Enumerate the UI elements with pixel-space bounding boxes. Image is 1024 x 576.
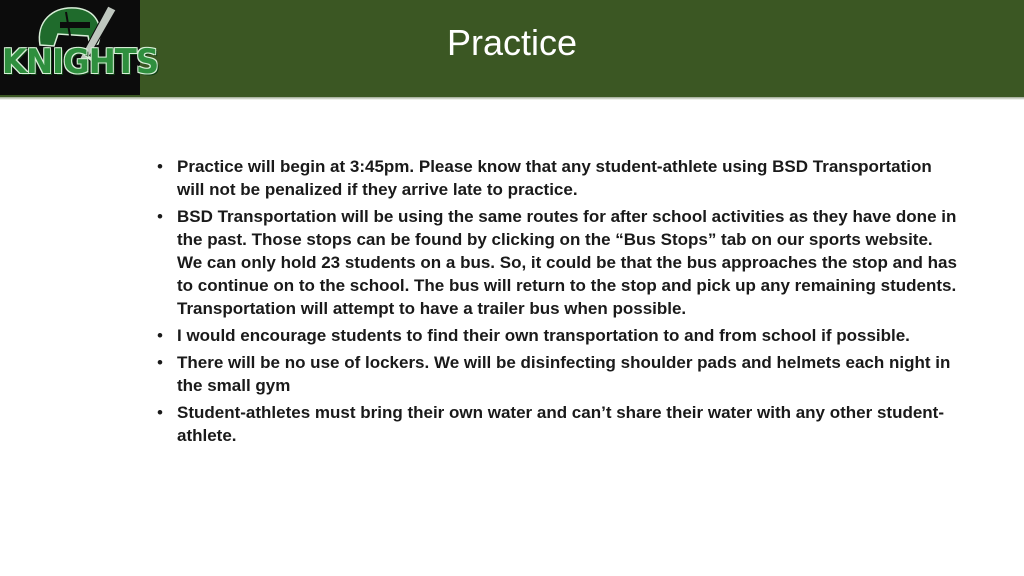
- bullet-text: Practice will begin at 3:45pm. Please know that any student-athlete using BSD Transportation will not be penalized if they arrive late to practice.: [177, 157, 932, 199]
- list-item: [157, 324, 957, 347]
- slide-body: [157, 155, 957, 451]
- bullet-icon: •: [157, 207, 163, 226]
- bullet-icon: •: [157, 353, 163, 372]
- bullet-icon: •: [157, 326, 163, 345]
- list-item: [157, 401, 957, 447]
- slide-title: Practice: [446, 22, 578, 63]
- bullet-icon: •: [157, 157, 163, 176]
- bullet-list: [157, 155, 957, 447]
- list-item: [157, 155, 957, 201]
- list-item: [157, 205, 957, 320]
- logo-wordmark: KNIGHTS: [1, 42, 159, 82]
- header-divider: [0, 97, 1024, 100]
- bullet-text: I would encourage students to find their own transportation to and from school if possible.: [177, 326, 910, 345]
- bullet-icon: •: [157, 403, 163, 422]
- bullet-text: BSD Transportation will be using the same routes for after school activities as they have done in the past. Those stops can be found by clicking on the “Bus Stops” tab on our sports website. We can only hold 23 students on a bus. So, it could be that the bus approaches the stop and has to continue on to the school. The bus will return to the stop and pick up any remaining students. Transportation will attempt to have a trailer bus when possible.: [177, 207, 957, 318]
- bullet-text: Student-athletes must bring their own water and can’t share their water with any other student-athlete.: [177, 403, 944, 445]
- bullet-text: There will be no use of lockers. We will be disinfecting shoulder pads and helmets each night in the small gym: [177, 353, 951, 395]
- list-item: [157, 351, 957, 397]
